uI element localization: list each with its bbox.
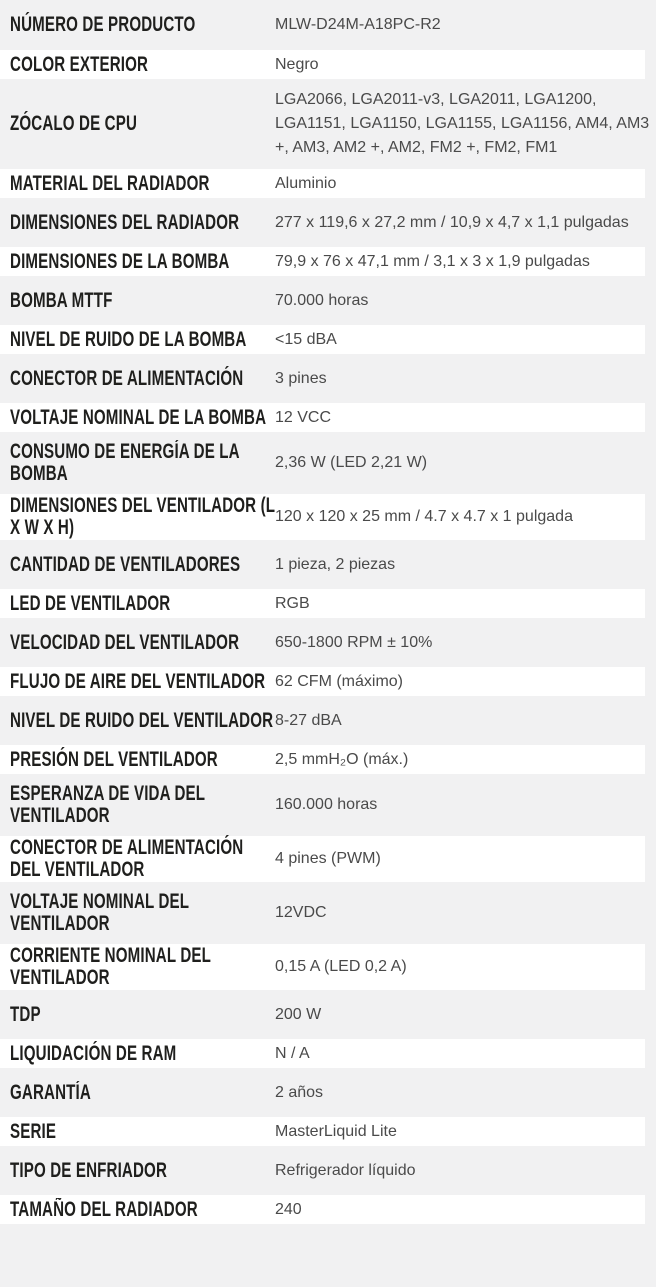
spec-row — [0, 995, 656, 1034]
spec-value: LGA2066, LGA2011-v3, LGA2011, LGA1200, LGA1151, LGA1150, LGA1155, LGA1156, AM4, AM3 +, AM3, AM2 +, AM2, FM2 +, FM2, FM1 — [275, 91, 650, 156]
spec-row — [0, 887, 656, 939]
spec-row — [0, 0, 656, 45]
spec-label-text: CORRIENTE NOMINAL DEL VENTILADOR — [10, 944, 211, 989]
spec-row — [0, 203, 656, 242]
spec-label — [10, 945, 275, 989]
spec-label — [10, 113, 275, 135]
spec-value: 160.000 horas — [275, 796, 378, 813]
spec-label-text: LIQUIDACIÓN DE RAM — [10, 1041, 177, 1065]
spec-label-text: CONECTOR DE ALIMENTACIÓN DEL VENTILADOR — [10, 836, 244, 881]
spec-row — [0, 662, 656, 701]
spec-value: MasterLiquid Lite — [275, 1122, 397, 1140]
spec-label-text: DIMENSIONES DEL VENTILADOR (L X W X H) — [10, 494, 275, 539]
spec-label — [10, 1043, 275, 1065]
spec-value: 12VDC — [275, 904, 327, 921]
spec-value: Negro — [275, 55, 319, 73]
spec-label-text: MATERIAL DEL RADIADOR — [10, 171, 210, 195]
spec-value: MLW-D24M-A18PC-R2 — [275, 15, 441, 33]
spec-row — [0, 1034, 656, 1073]
spec-label — [10, 837, 275, 881]
spec-label — [10, 407, 275, 429]
spec-label-text: VELOCIDAD DEL VENTILADOR — [10, 630, 240, 654]
spec-label — [10, 368, 275, 390]
spec-label-text: DIMENSIONES DE LA BOMBA — [10, 249, 230, 273]
spec-row — [0, 489, 656, 545]
spec-row — [0, 545, 656, 584]
spec-label — [10, 441, 275, 485]
spec-label-text: SERIE — [10, 1119, 57, 1143]
spec-row — [0, 359, 656, 398]
spec-row — [0, 701, 656, 740]
spec-value: 70.000 horas — [275, 291, 369, 309]
spec-label-text: TIPO DE ENFRIADOR — [10, 1158, 168, 1182]
spec-label-text: DIMENSIONES DEL RADIADOR — [10, 210, 240, 234]
spec-value: 240 — [275, 1200, 302, 1218]
spec-row — [0, 623, 656, 662]
spec-value: <15 dBA — [275, 330, 337, 348]
spec-label — [10, 1082, 275, 1104]
spec-label — [10, 710, 275, 732]
spec-value: N / A — [275, 1044, 310, 1062]
spec-row — [0, 740, 656, 779]
spec-value: 8-27 dBA — [275, 711, 342, 729]
spec-label-text: BOMBA MTTF — [10, 288, 113, 312]
spec-label-text: ESPERANZA DE VIDA DEL VENTILADOR — [10, 782, 205, 827]
spec-label — [10, 329, 275, 351]
spec-label-text: TAMAÑO DEL RADIADOR — [10, 1197, 198, 1221]
spec-label-text: VOLTAJE NOMINAL DEL VENTILADOR — [10, 890, 189, 935]
spec-row — [0, 242, 656, 281]
spec-label-text: LED DE VENTILADOR — [10, 591, 171, 615]
spec-row — [0, 779, 656, 831]
spec-value: Aluminio — [275, 174, 337, 192]
spec-label — [10, 212, 275, 234]
spec-value: 3 pines — [275, 369, 327, 387]
spec-row — [0, 831, 656, 887]
spec-label-text: CONECTOR DE ALIMENTACIÓN — [10, 366, 244, 390]
spec-label-text: COLOR EXTERIOR — [10, 52, 149, 76]
spec-row — [0, 1190, 656, 1229]
spec-row — [0, 398, 656, 437]
spec-value: 277 x 119,6 x 27,2 mm / 10,9 x 4,7 x 1,1 pulgadas — [275, 213, 629, 231]
spec-label-text: CONSUMO DE ENERGÍA DE LA BOMBA — [10, 440, 240, 485]
spec-row — [0, 939, 656, 995]
spec-label-text: NÚMERO DE PRODUCTO — [10, 12, 196, 36]
spec-row — [0, 437, 656, 489]
spec-value: 2,36 W (LED 2,21 W) — [275, 454, 428, 471]
spec-label — [10, 749, 275, 771]
spec-value: 12 VCC — [275, 408, 332, 426]
spec-row — [0, 45, 656, 84]
spec-row — [0, 320, 656, 359]
spec-label-text: TDP — [10, 1002, 41, 1026]
spec-label — [10, 593, 275, 615]
spec-label — [10, 1004, 275, 1026]
spec-row — [0, 84, 656, 164]
spec-value: 4 pines (PWM) — [275, 850, 381, 867]
spec-label — [10, 290, 275, 312]
spec-label — [10, 54, 275, 76]
spec-label — [10, 1121, 275, 1143]
spec-label-text: CANTIDAD DE VENTILADORES — [10, 552, 241, 576]
spec-value: 1 pieza, 2 piezas — [275, 555, 396, 573]
spec-label — [10, 1160, 275, 1182]
spec-row — [0, 1073, 656, 1112]
spec-value: 0,15 A (LED 0,2 A) — [275, 958, 407, 975]
spec-row — [0, 1112, 656, 1151]
spec-row — [0, 584, 656, 623]
spec-label-text: VOLTAJE NOMINAL DE LA BOMBA — [10, 405, 267, 429]
spec-label-text: NIVEL DE RUIDO DEL VENTILADOR — [10, 708, 274, 732]
spec-label — [10, 632, 275, 654]
spec-value: 2,5 mmH₂O (máx.) — [275, 750, 409, 768]
spec-label-text: FLUJO DE AIRE DEL VENTILADOR — [10, 669, 266, 693]
spec-row — [0, 281, 656, 320]
spec-value: RGB — [275, 594, 310, 612]
spec-label-text: ZÓCALO DE CPU — [10, 112, 138, 135]
spec-value: 2 años — [275, 1083, 324, 1101]
spec-label — [10, 891, 275, 935]
spec-label — [10, 173, 275, 195]
spec-value: Refrigerador líquido — [275, 1161, 416, 1179]
spec-row — [0, 164, 656, 203]
spec-value: 650-1800 RPM ± 10% — [275, 633, 433, 651]
spec-value: 62 CFM (máximo) — [275, 672, 404, 690]
spec-label — [10, 1199, 275, 1221]
spec-label — [10, 671, 275, 693]
spec-label — [10, 14, 275, 36]
spec-label — [10, 495, 275, 539]
spec-label — [10, 783, 275, 827]
spec-value: 200 W — [275, 1005, 322, 1023]
spec-label-text: GARANTÍA — [10, 1080, 91, 1104]
spec-row — [0, 1151, 656, 1190]
spec-label — [10, 554, 275, 576]
spec-label-text: NIVEL DE RUIDO DE LA BOMBA — [10, 327, 247, 351]
spec-value: 120 x 120 x 25 mm / 4.7 x 4.7 x 1 pulgada — [275, 508, 573, 525]
spec-label-text: PRESIÓN DEL VENTILADOR — [10, 747, 218, 771]
spec-label — [10, 251, 275, 273]
spec-value: 79,9 x 76 x 47,1 mm / 3,1 x 3 x 1,9 pulgadas — [275, 252, 590, 270]
